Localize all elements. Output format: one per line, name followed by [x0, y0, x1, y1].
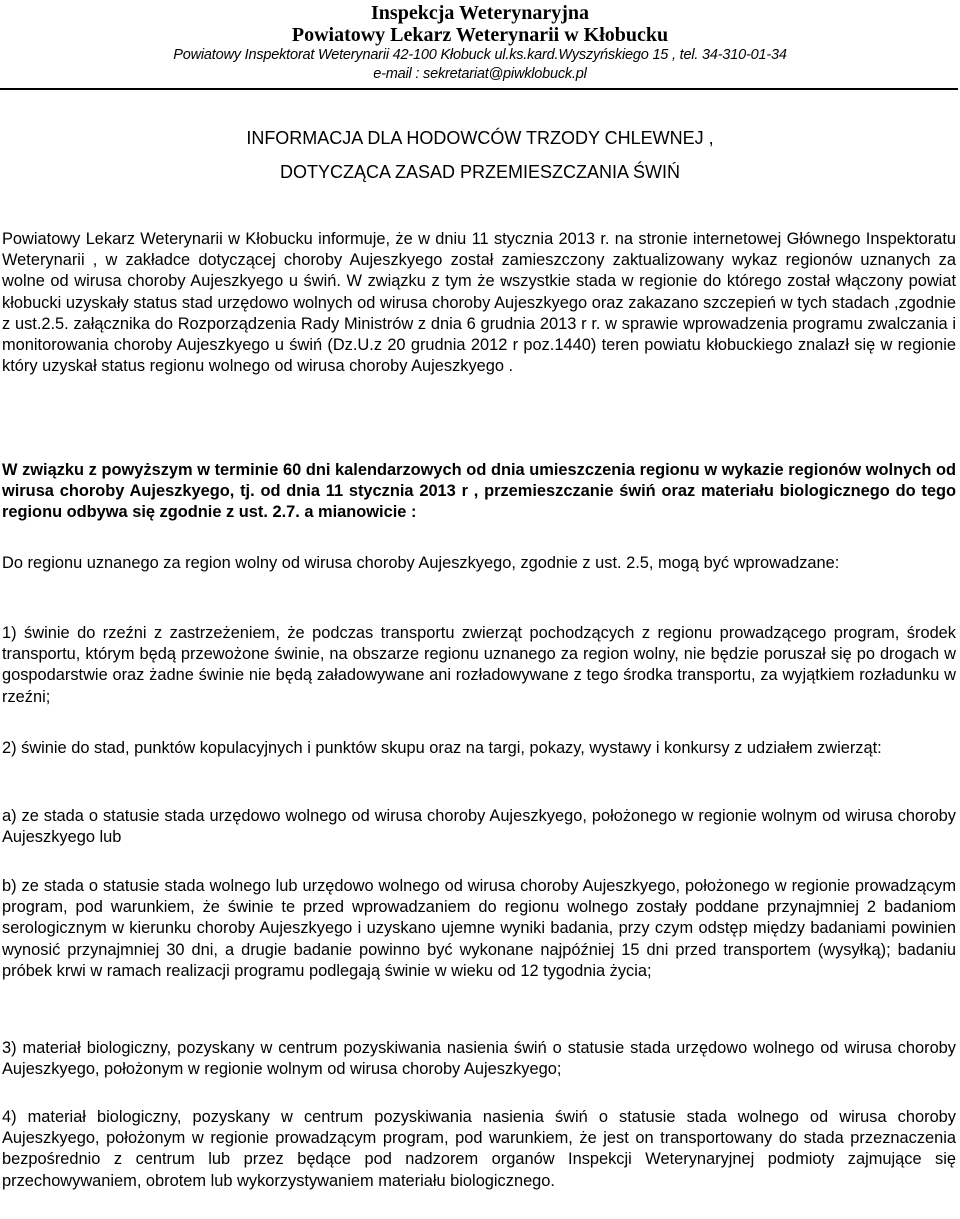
- list-item-1: 1) świnie do rzeźni z zastrzeżeniem, że podczas transportu zwierząt pochodzących z regionu prowadzącego program, środek transportu, którym będą przewożone świnie, na obszarze regionu uznanego za region wolny, nie będzie poruszał się po drogach w gospodarstwie oraz żadne świnie nie będą załadowywane ani rozładowywane z tego środka transportu, za wyjątkiem rozładunku w rzeźni;: [2, 624, 956, 706]
- list-item-2: 2) świnie do stad, punktów kopulacyjnych i punktów skupu oraz na targi, pokazy, wystawy i konkursy z udziałem zwierząt:: [2, 739, 882, 757]
- officer-title: Powiatowy Lekarz Weterynarii w Kłobucku: [291, 24, 669, 46]
- list-item-2a: a) ze stada o statusie stada urzędowo wolnego od wirusa choroby Aujeszkyego, położonego w regionie wolnym od wirusa choroby Aujeszkyego lub: [2, 807, 956, 847]
- institution-name: Inspekcja Weterynaryjna: [371, 2, 589, 24]
- notice-paragraph: W związku z powyższym w terminie 60 dni kalendarzowych od dnia umieszczenia regionu w wykazie regionów wolnych od wirusa choroby Aujeszkyego, tj. od dnia 11 stycznia 2013 r , przemieszczanie świń oraz materiału biologicznego do tego regionu odbywa się zgodnie z ust. 2.7. a mianowicie :: [2, 461, 956, 522]
- document-title-line-2: DOTYCZĄCA ZASAD PRZEMIESZCZANIA ŚWIŃ: [279, 162, 681, 182]
- rule-intro-paragraph: Do regionu uznanego za region wolny od wirusa choroby Aujeszkyego, zgodnie z ust. 2.5, mogą być wprowadzane:: [2, 554, 840, 572]
- letterhead: [0, 0, 960, 84]
- list-item-4: 4) materiał biologiczny, pozyskany w centrum pozyskiwania nasienia świń o statusie stada wolnego od wirusa choroby Aujeszkyego, położonym w regionie prowadzącym program, pod warunkiem, że jest on transportowany do stada przeznaczenia bezpośrednio z centrum lub przez będące pod nadzorem organów Inspekcji Weterynaryjnej podmioty zajmujące się przechowywaniem, obrotem lub wykorzystywaniem materiału biologicznego.: [2, 1108, 956, 1190]
- email-line: e-mail : sekretariat@piwklobuck.pl: [373, 66, 587, 82]
- header-divider: [0, 88, 958, 90]
- document-title-line-1: INFORMACJA DLA HODOWCÓW TRZODY CHLEWNEJ ,: [246, 128, 714, 148]
- intro-paragraph: Powiatowy Lekarz Weterynarii w Kłobucku informuje, że w dniu 11 stycznia 2013 r. na stronie internetowej Głównego Inspektoratu Weterynarii , w zakładce dotyczącej choroby Aujeszkyego został zamieszczony zaktualizowany wykaz regionów uznanych za wolne od wirusa choroby Aujeszkyego u świń. W związku z tym że wszystkie stada w regionie do którego został włączony powiat kłobucki uzyskały status stad urzędowo wolnych od wirusa choroby Aujeszkyego oraz zakazano szczepień w tych stadach ,zgodnie z ust.2.5. załącznika do Rozporządzenia Rady Ministrów z dnia 6 grudnia 2013 r r. w sprawie wprowadzenia programu zwalczania i monitorowania choroby Aujeszkyego u świń (Dz.U.z 20 grudnia 2012 r poz.1440) teren powiatu kłobuckiego znalazł się w regionie który uzyskał status regionu wolnego od wirusa choroby Aujeszkyego .: [2, 230, 956, 376]
- list-item-3: 3) materiał biologiczny, pozyskany w centrum pozyskiwania nasienia świń o statusie stada urzędowo wolnego od wirusa choroby Aujeszkyego, położonym w regionie wolnym od wirusa choroby Aujeszkyego;: [2, 1039, 956, 1079]
- list-item-2b: b) ze stada o statusie stada wolnego lub urzędowo wolnego od wirusa choroby Aujeszkyego, położonego w regionie prowadzącym program, pod warunkiem, że świnie te przed wprowadzaniem do regionu wolnego zostały poddane przynajmniej 2 badaniom serologicznym w kierunku choroby Aujeszkyego i uzyskano ujemne wyniki badania, przy czym odstęp między badaniami powinien wynosić przynajmniej 30 dni, a drugie badanie powinno być wykonane najpóźniej 15 dni przed transportem (wysyłką); badaniu próbek krwi w ramach realizacji programu podlegają świnie w wieku od 12 tygodnia życia;: [2, 877, 956, 980]
- address-line: Powiatowy Inspektorat Weterynarii 42-100 Kłobuck ul.ks.kard.Wyszyńskiego 15 , tel. 34-310-01-34: [173, 47, 787, 63]
